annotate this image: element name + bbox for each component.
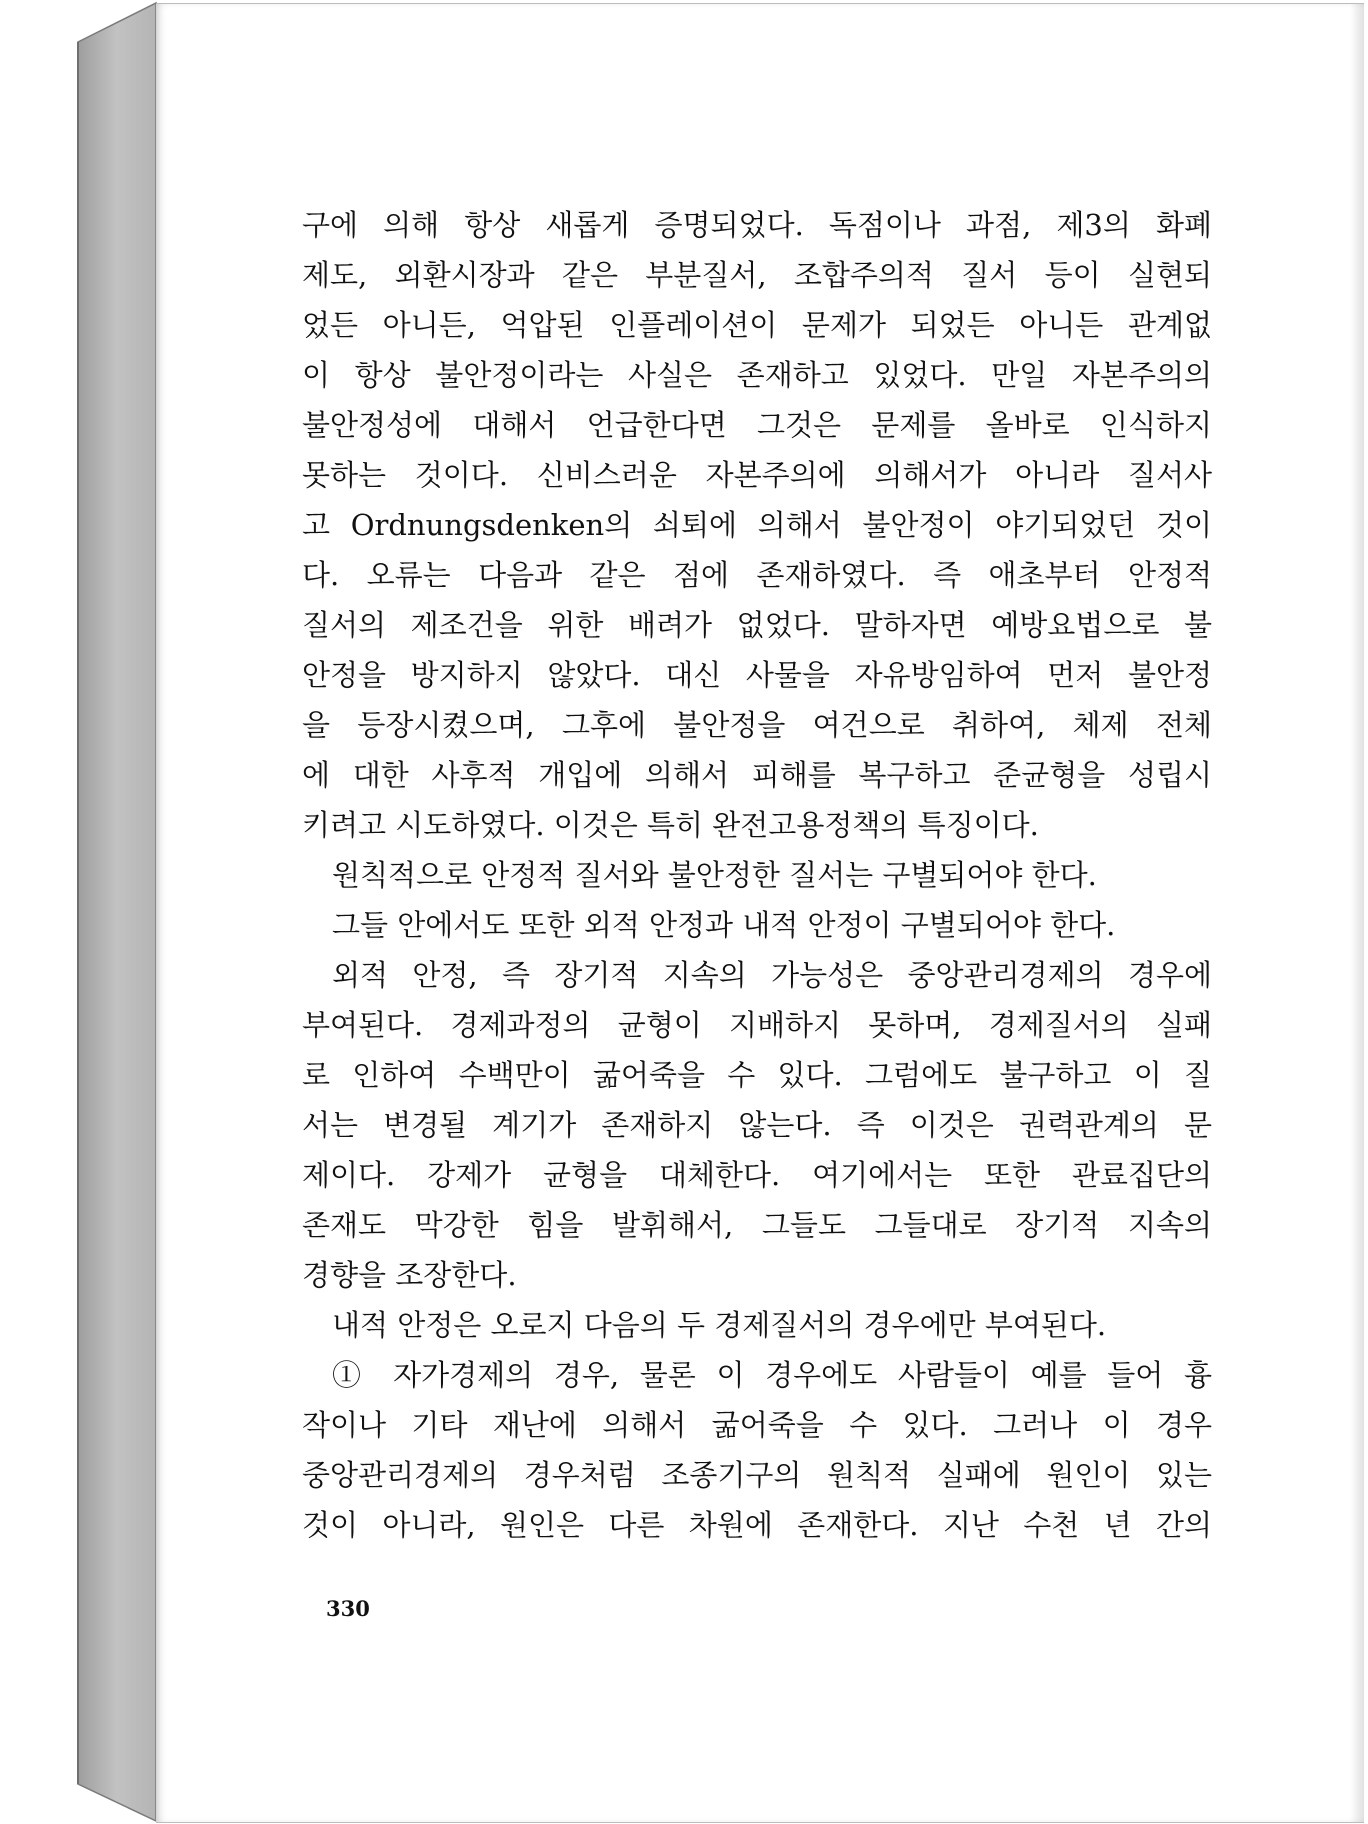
text-line: 중앙관리경제의 경우처럼 조종기구의 원칙적 실패에 원인이 있는 [302,1458,1212,1492]
book-page [156,3,1364,1823]
text-line: 다. 오류는 다음과 같은 점에 존재하였다. 즉 애초부터 안정적 [302,558,1212,592]
text-line: 외적 안정, 즉 장기적 지속의 가능성은 중앙관리경제의 경우에 [332,958,1212,992]
text-line: 안정을 방지하지 않았다. 대신 사물을 자유방임하여 먼저 불안정 [302,658,1212,692]
text-line: 불안정성에 대해서 언급한다면 그것은 문제를 올바로 인식하지 [302,408,1212,442]
text-line: 그들 안에서도 또한 외적 안정과 내적 안정이 구별되어야 한다. [332,908,1116,942]
text-line: 제도, 외환시장과 같은 부분질서, 조합주의적 질서 등이 실현되 [302,258,1212,292]
text-line: 원칙적으로 안정적 질서와 불안정한 질서는 구별되어야 한다. [332,858,1097,892]
text-line: 었든 아니든, 억압된 인플레이션이 문제가 되었든 아니든 관계없 [302,308,1212,342]
text-line: 구에 의해 항상 새롭게 증명되었다. 독점이나 과점, 제3의 화폐 [302,208,1212,242]
page-number: 330 [326,1596,370,1621]
text-line: 못하는 것이다. 신비스러운 자본주의에 의해서가 아니라 질서사 [302,458,1212,492]
text-line: 작이나 기타 재난에 의해서 굶어죽을 수 있다. 그러나 이 경우 [302,1408,1212,1442]
text-line: 내적 안정은 오로지 다음의 두 경제질서의 경우에만 부여된다. [332,1308,1107,1342]
text-line: 제이다. 강제가 균형을 대체한다. 여기에서는 또한 관료집단의 [302,1158,1212,1192]
page-edge-shadow [1350,4,1364,1822]
text-line: 서는 변경될 계기가 존재하지 않는다. 즉 이것은 권력관계의 문 [302,1108,1212,1142]
text-line: 존재도 막강한 힘을 발휘해서, 그들도 그들대로 장기적 지속의 [302,1208,1212,1242]
text-line: 을 등장시켰으며, 그후에 불안정을 여건으로 취하여, 체제 전체 [302,708,1212,742]
text-line: 에 대한 사후적 개입에 의해서 피해를 복구하고 준균형을 성립시 [302,758,1212,792]
text-line: 로 인하여 수백만이 굶어죽을 수 있다. 그럼에도 불구하고 이 질 [302,1058,1212,1092]
text-line: ① 자가경제의 경우, 물론 이 경우에도 사람들이 예를 들어 흉 [332,1358,1212,1392]
text-line: 부여된다. 경제과정의 균형이 지배하지 못하며, 경제질서의 실패 [302,1008,1212,1042]
book-spine [0,0,160,1824]
text-line: 질서의 제조건을 위한 배려가 없었다. 말하자면 예방요법으로 불 [302,608,1212,642]
text-line: 경향을 조장한다. [302,1258,517,1292]
text-line: 키려고 시도하였다. 이것은 특히 완전고용정책의 특징이다. [302,808,1039,842]
text-line: 것이 아니라, 원인은 다른 차원에 존재한다. 지난 수천 년 간의 [302,1508,1212,1542]
page-body-text [302,200,1212,1550]
text-line: 고 Ordnungsdenken의 쇠퇴에 의해서 불안정이 야기되었던 것이 [302,508,1212,542]
text-line: 이 항상 불안정이라는 사실은 존재하고 있었다. 만일 자본주의의 [302,358,1212,392]
